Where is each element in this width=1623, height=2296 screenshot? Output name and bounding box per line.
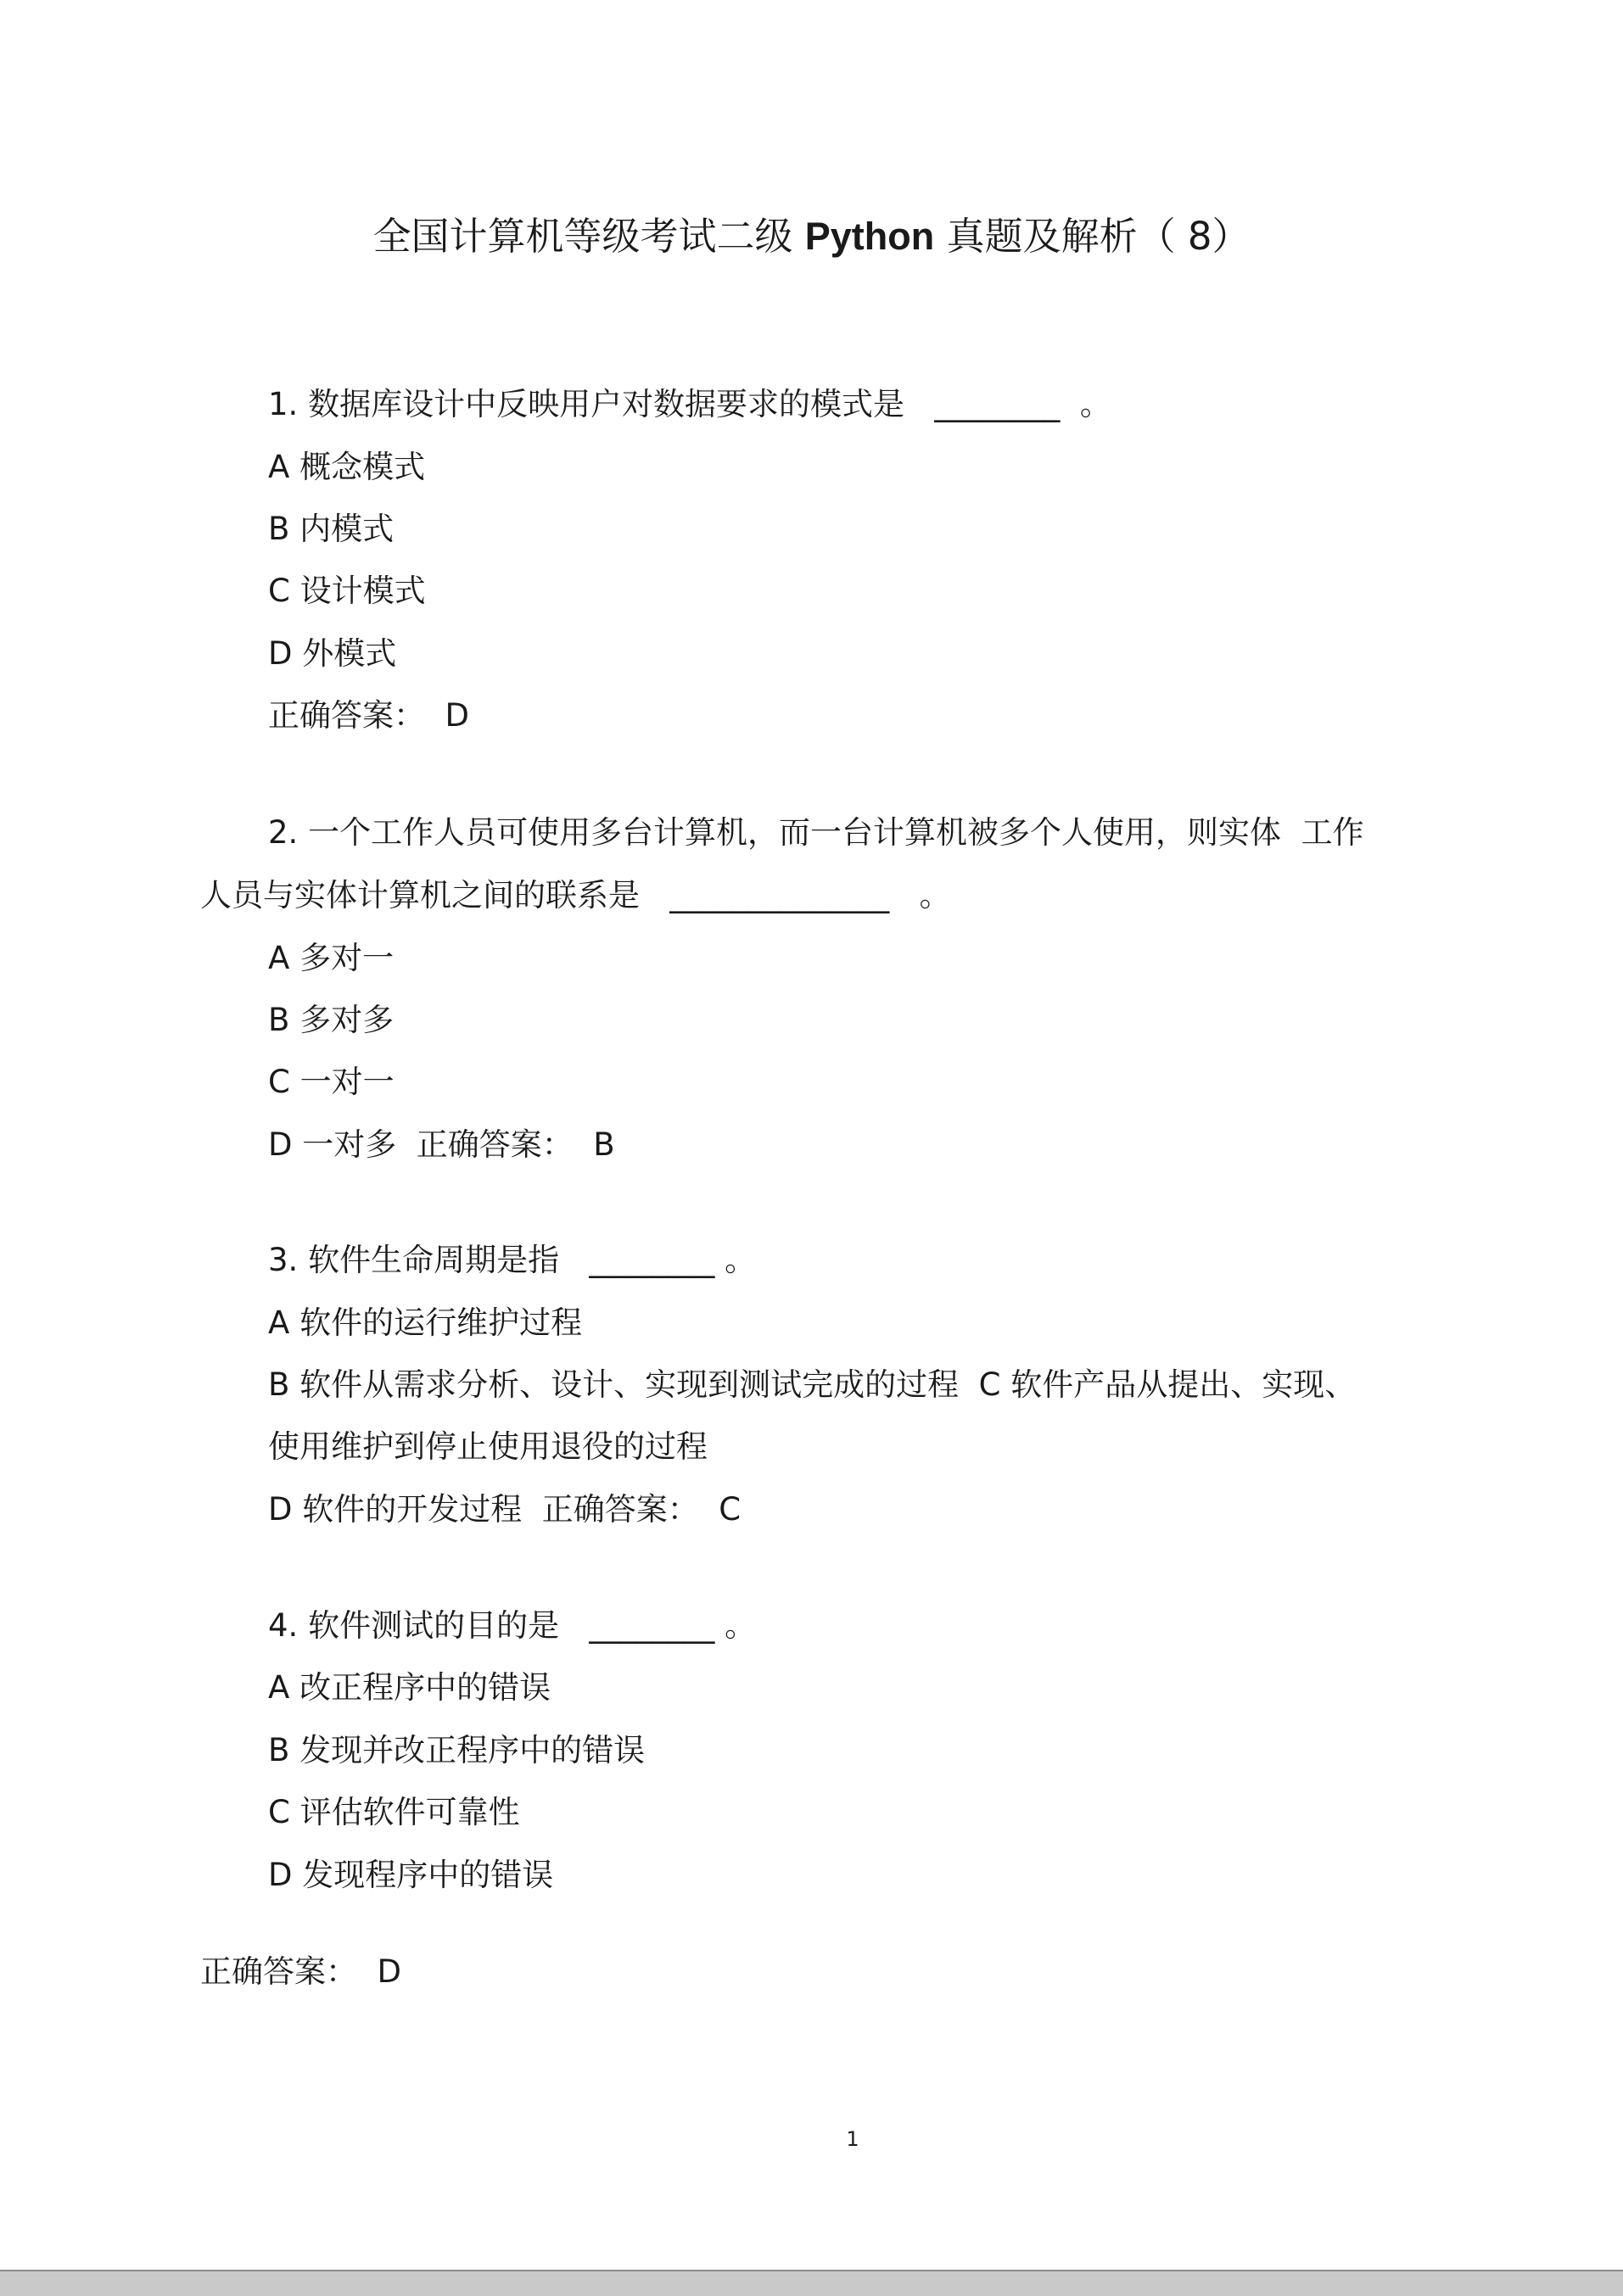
title-number: 8 bbox=[1187, 214, 1212, 259]
page-title bbox=[0, 214, 1623, 259]
question-2-option-c: C 一对一 bbox=[268, 1064, 395, 1100]
question-4-option-c: C 评估软件可靠性 bbox=[268, 1794, 520, 1830]
question-1-option-a: A 概念模式 bbox=[268, 449, 426, 485]
title-suffix: 真题及解析（ bbox=[946, 214, 1176, 259]
question-2-option-b: B 多对多 bbox=[268, 1002, 395, 1038]
question-2-stem: 2. 一个工作人员可使用多台计算机，而一台计算机被多个人使用，则实体 工作 bbox=[268, 814, 1364, 851]
question-2-option-d-answer: D 一对多 正确答案： B bbox=[268, 1126, 615, 1163]
question-4-stem: 4. 软件测试的目的是 ________ 。 bbox=[268, 1607, 757, 1644]
question-3-option-b-c: B 软件从需求分析、设计、实现到测试完成的过程 C 软件产品从提出、实现、 bbox=[268, 1366, 1357, 1403]
question-4-option-a: A 改正程序中的错误 bbox=[268, 1669, 551, 1706]
question-3-option-c-continued: 使用维护到停止使用退役的过程 bbox=[268, 1428, 708, 1465]
page-bottom-bar bbox=[0, 2270, 1623, 2296]
question-3-option-a: A 软件的运行维护过程 bbox=[268, 1304, 583, 1341]
title-python: Python bbox=[804, 215, 935, 258]
title-prefix: 全国计算机等级考试二级 bbox=[372, 214, 793, 259]
question-1-option-c: C 设计模式 bbox=[268, 573, 426, 609]
question-4-answer: 正确答案： D bbox=[200, 1953, 402, 1990]
question-3-option-d-answer: D 软件的开发过程 正确答案： C bbox=[268, 1491, 742, 1528]
question-1-stem: 1. 数据库设计中反映用户对数据要求的模式是 ________ 。 bbox=[268, 386, 1111, 422]
question-3-stem: 3. 软件生命周期是指 ________ 。 bbox=[268, 1242, 757, 1278]
question-1-option-b: B 内模式 bbox=[268, 511, 395, 547]
page-number: 1 bbox=[846, 2127, 859, 2151]
question-2-stem-continued: 人员与实体计算机之间的联系是 ______________ 。 bbox=[200, 877, 951, 913]
question-4-option-d: D 发现程序中的错误 bbox=[268, 1857, 554, 1893]
question-2-option-a: A 多对一 bbox=[268, 940, 395, 976]
title-close: ） bbox=[1212, 214, 1251, 259]
question-4-option-b: B 发现并改正程序中的错误 bbox=[268, 1732, 646, 1768]
question-1-answer: 正确答案： D bbox=[268, 697, 470, 734]
question-1-option-d: D 外模式 bbox=[268, 635, 397, 672]
